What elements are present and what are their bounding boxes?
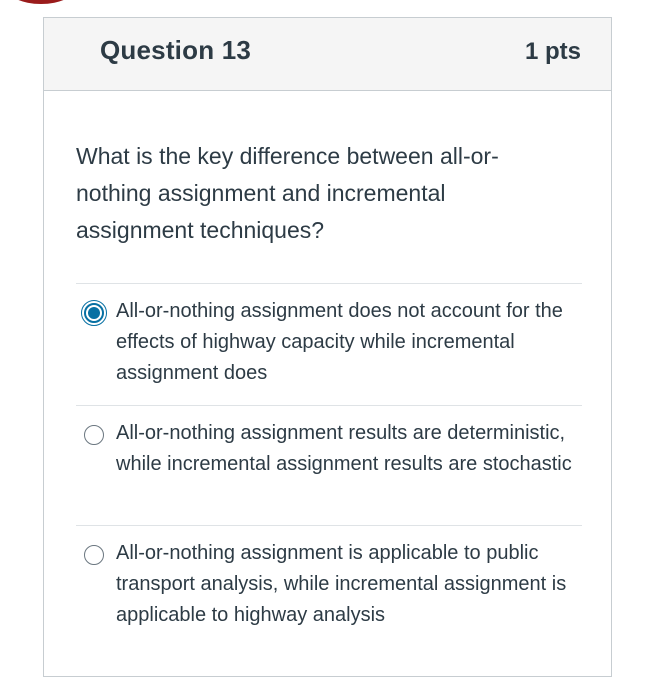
answer-option-2[interactable] — [76, 405, 582, 525]
answer-label-3[interactable]: All-or-nothing assignment is applicable to public transport analysis, while incremental assignment is applicable to highway analysis — [116, 542, 567, 626]
answer-option-1[interactable] — [76, 283, 582, 405]
question-points: 1 pts — [524, 38, 581, 65]
radio-button-1[interactable] — [84, 303, 104, 323]
corner-logo-fragment — [6, 0, 76, 4]
answer-label-2[interactable]: All-or-nothing assignment results are deterministic, while incremental assignment results are stochastic — [116, 422, 572, 475]
question-text: What is the key difference between all-or-nothing assignment and incremental assignment techniques? — [76, 143, 499, 243]
question-header — [44, 18, 611, 91]
answer-list — [76, 283, 582, 645]
answer-label-1[interactable]: All-or-nothing assignment does not account for the effects of highway capacity while incremental assignment does — [116, 300, 563, 384]
question-card — [43, 17, 612, 677]
radio-button-2[interactable] — [84, 425, 104, 445]
answer-option-3[interactable] — [76, 525, 582, 645]
radio-button-3[interactable] — [84, 545, 104, 565]
question-title: Question 13 — [100, 35, 252, 65]
